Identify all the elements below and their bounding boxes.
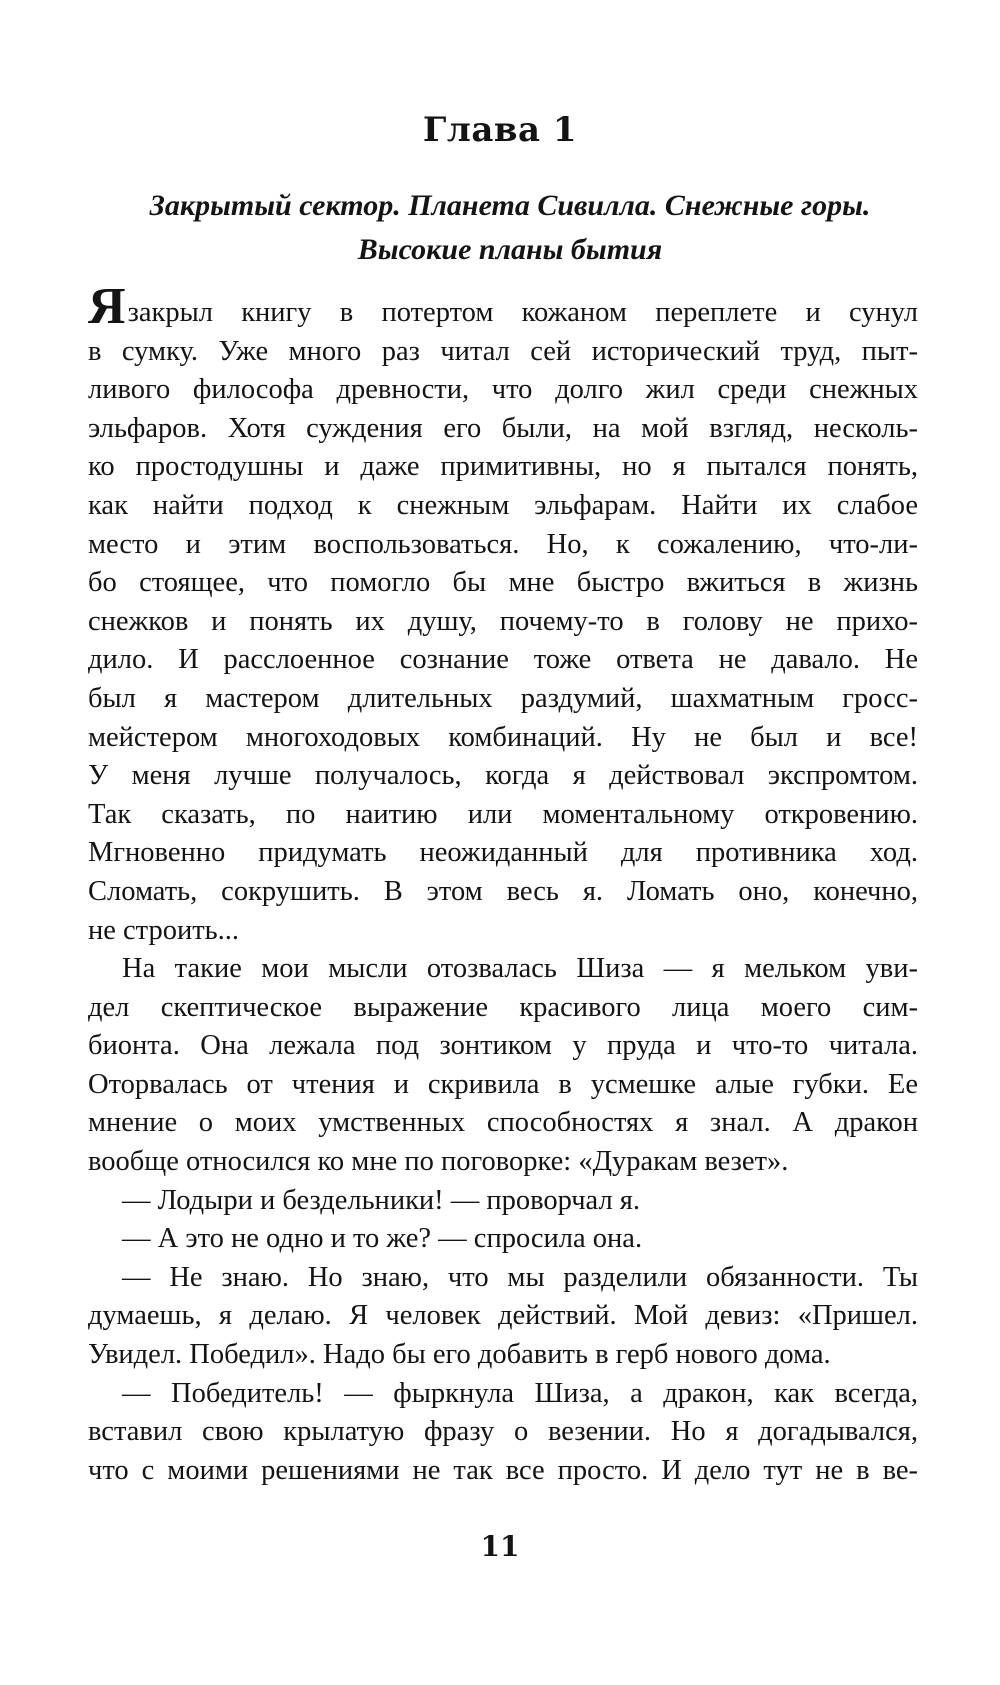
text-line: У меня лучше получалось, когда я действовал экспромтом. (88, 760, 918, 792)
text-line: Увидел. Победил». Надо бы его добавить в герб нового дома. (88, 1339, 831, 1371)
page-number: 11 (480, 1530, 520, 1563)
text-line: вообще относился ко мне по поговорке: «Дуракам везет». (88, 1146, 789, 1178)
text-line: не строить... (88, 914, 240, 946)
text-line: Язакрыл книгу в потертом кожаном переплете и сунул (88, 278, 918, 335)
chapter-title: Глава 1 (422, 110, 578, 150)
text-line: — Лодыри и бездельники! — проворчал я. (122, 1184, 641, 1216)
text-line: бионта. Она лежала под зонтиком у пруда и что-то читала. (88, 1030, 918, 1062)
text-line: — Не знаю. Но знаю, что мы разделили обязанности. Ты (122, 1261, 918, 1293)
text-line: — Победитель! — фыркнула Шиза, а дракон, как всегда, (122, 1377, 918, 1409)
chapter-text (88, 278, 918, 1490)
text-line: мейстером многоходовых комбинаций. Ну не был и все! (88, 721, 918, 753)
text-line: место и этим воспользоваться. Но, к сожалению, что-ли- (88, 528, 918, 560)
text-line: был я мастером длительных раздумий, шахматным гросс- (88, 682, 918, 714)
text-line: дило. И расслоенное сознание тоже ответа не давало. Не (88, 644, 918, 676)
drop-cap: Я (88, 278, 126, 335)
subtitle-line: Закрытый сектор. Планета Сивилла. Снежные горы. (149, 189, 871, 222)
subtitle-line: Высокие планы бытия (357, 233, 663, 266)
text-line: Сломать, сокрушить. В этом весь я. Ломать оно, конечно, (88, 875, 918, 907)
text-line: дел скептическое выражение красивого лица моего сим- (88, 991, 918, 1023)
text-line: мнение о моих умственных способностях я знал. А дракон (88, 1107, 918, 1139)
text-line: вставил свою крылатую фразу о везении. Но я догадывался, (88, 1416, 918, 1448)
text-line: думаешь, я делаю. Я человек действий. Мой девиз: «Пришел. (88, 1300, 918, 1332)
text-line: На такие мои мысли отозвалась Шиза — я мельком уви- (122, 953, 918, 985)
text-line: — А это не одно и то же? — спросила она. (122, 1223, 643, 1255)
text-line: в сумку. Уже много раз читал сей исторический труд, пыт- (88, 335, 918, 367)
text-line: ливого философа древности, что долго жил среди снежных (88, 374, 918, 406)
chapter-subtitle (100, 184, 920, 272)
text-line: что с моими решениями не так все просто. И дело тут не в ве- (88, 1454, 918, 1486)
text-line: бо стоящее, что помогло бы мне быстро вжиться в жизнь (88, 567, 918, 599)
text-line: снежков и понять их душу, почему-то в голову не прихо- (88, 605, 918, 637)
text-line: Так сказать, по наитию или моментальному откровению. (88, 798, 918, 830)
text-line: ко простодушны и даже примитивны, но я пытался понять, (88, 451, 918, 483)
text-line: Мгновенно придумать неожиданный для противника ход. (88, 837, 918, 869)
text-line: как найти подход к снежным эльфарам. Найти их слабое (88, 489, 918, 521)
text-line: эльфаров. Хотя суждения его были, на мой взгляд, несколь- (88, 412, 918, 444)
text-line: Оторвалась от чтения и скривила в усмешке алые губки. Ее (88, 1068, 918, 1100)
